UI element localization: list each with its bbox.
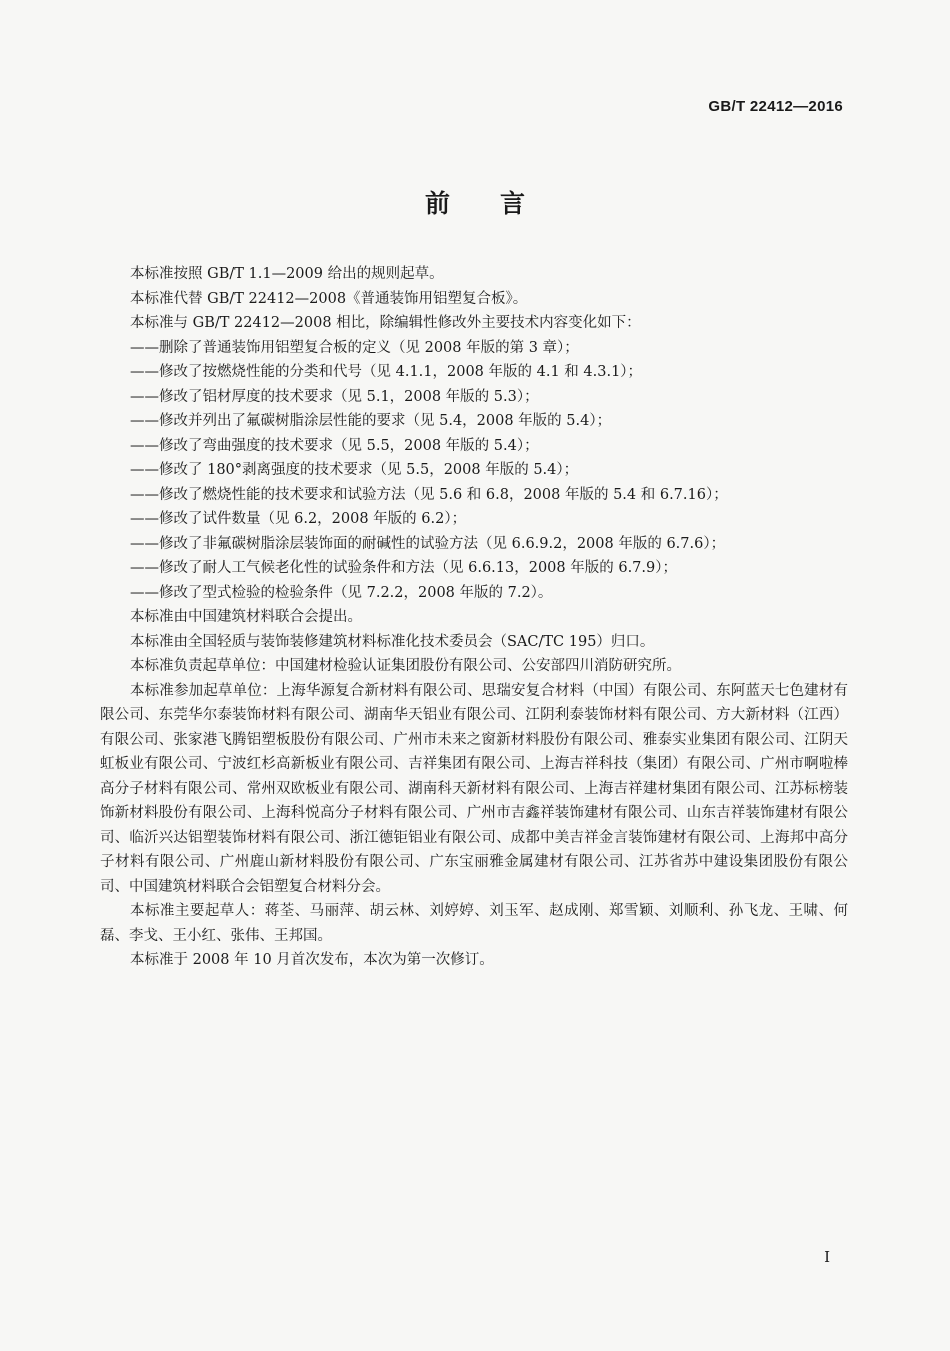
change-item: ——修改并列出了氟碳树脂涂层性能的要求（见 5.4，2008 年版的 5.4）； [130, 413, 612, 429]
change-item: ——修改了耐人工气候老化性的试验条件和方法（见 6.6.13，2008 年版的 6.7.9）； [130, 560, 677, 576]
change-item: ——修改了试件数量（见 6.2，2008 年版的 6.2）； [130, 511, 467, 527]
intro-line-3: 本标准与 GB/T 22412—2008 相比，除编辑性修改外主要技术内容变化如下： [130, 315, 641, 331]
intro-line-1: 本标准按照 GB/T 1.1—2009 给出的规则起草。 [130, 266, 444, 282]
intro-line-2: 本标准代替 GB/T 22412—2008《普通装饰用铝塑复合板》。 [130, 290, 528, 307]
change-item: ——删除了普通装饰用铝塑复合板的定义（见 2008 年版的第 3 章）； [130, 339, 579, 356]
change-item: ——修改了燃烧性能的技术要求和试验方法（见 5.6 和 6.8，2008 年版的 5.4 和 6.7.16）； [130, 486, 728, 503]
page-number: I [824, 1248, 830, 1266]
document-body [100, 262, 848, 973]
page-title: 前言 [424, 189, 575, 218]
participating-organizations: 本标准参加起草单位：上海华源复合新材料有限公司、思瑞安复合材料（中国）有限公司、东阿蓝天七色建材有限公司、东莞华尔泰装饰材料有限公司、湖南华天铝业有限公司、江阴利泰装饰材料有限公司、方大新材料（江西）有限公司、张家港飞腾铝塑板股份有限公司、广州市未来之窗新材料股份有限公司、雅泰实业集团有限公司、江阴天虹板业有限公司、宁波红杉高新板业有限公司、吉祥集团有限公司、上海吉祥科技（集团）有限公司、广州市啊啦棒高分子材料有限公司、常州双欧板业有限公司、湖南科天新材料有限公司、上海吉祥建材集团有限公司、江苏标榜装饰新材料股份有限公司、上海科悦高分子材料有限公司、广州市吉鑫祥装饰建材有限公司、山东吉祥装饰建材有限公司、临沂兴达铝塑装饰材料有限公司、浙江德钜铝业有限公司、成都中美吉祥金言装饰建材有限公司、上海邦中高分子材料有限公司、广州鹿山新材料股份有限公司、广东宝丽雅金属建材有限公司、江苏省苏中建设集团股份有限公司、中国建筑材料联合会铝塑复合材料分会。 [100, 682, 848, 895]
change-item: ——修改了铝材厚度的技术要求（见 5.1，2008 年版的 5.3）； [130, 388, 539, 405]
change-item: ——修改了 180°剥离强度的技术要求（见 5.5，2008 年版的 5.4）； [130, 462, 579, 478]
lead-drafters: 本标准负责起草单位：中国建材检验认证集团股份有限公司、公安部四川消防研究所。 [130, 658, 681, 674]
revision-history: 本标准于 2008 年 10 月首次发布，本次为第一次修订。 [130, 952, 494, 968]
change-item: ——修改了非氟碳树脂涂层装饰面的耐碱性的试验方法（见 6.6.9.2，2008 年版的 6.7.6）； [130, 535, 726, 552]
managed-by: 本标准由全国轻质与装饰装修建筑材料标准化技术委员会（SAC/TC 195）归口。 [130, 633, 655, 650]
change-item: ——修改了按燃烧性能的分类和代号（见 4.1.1，2008 年版的 4.1 和 4.3.1）； [130, 364, 643, 380]
main-drafters: 本标准主要起草人：蒋荃、马丽萍、胡云林、刘婷婷、刘玉军、赵成刚、郑雪颖、刘顺利、孙飞龙、王啸、何磊、李戈、王小红、张伟、王邦国。 [100, 903, 848, 944]
change-item: ——修改了型式检验的检验条件（见 7.2.2，2008 年版的 7.2）。 [130, 584, 553, 601]
proposed-by: 本标准由中国建筑材料联合会提出。 [130, 609, 362, 625]
standard-code: GB/T 22412—2016 [708, 98, 843, 115]
change-item: ——修改了弯曲强度的技术要求（见 5.5，2008 年版的 5.4）； [130, 437, 539, 454]
